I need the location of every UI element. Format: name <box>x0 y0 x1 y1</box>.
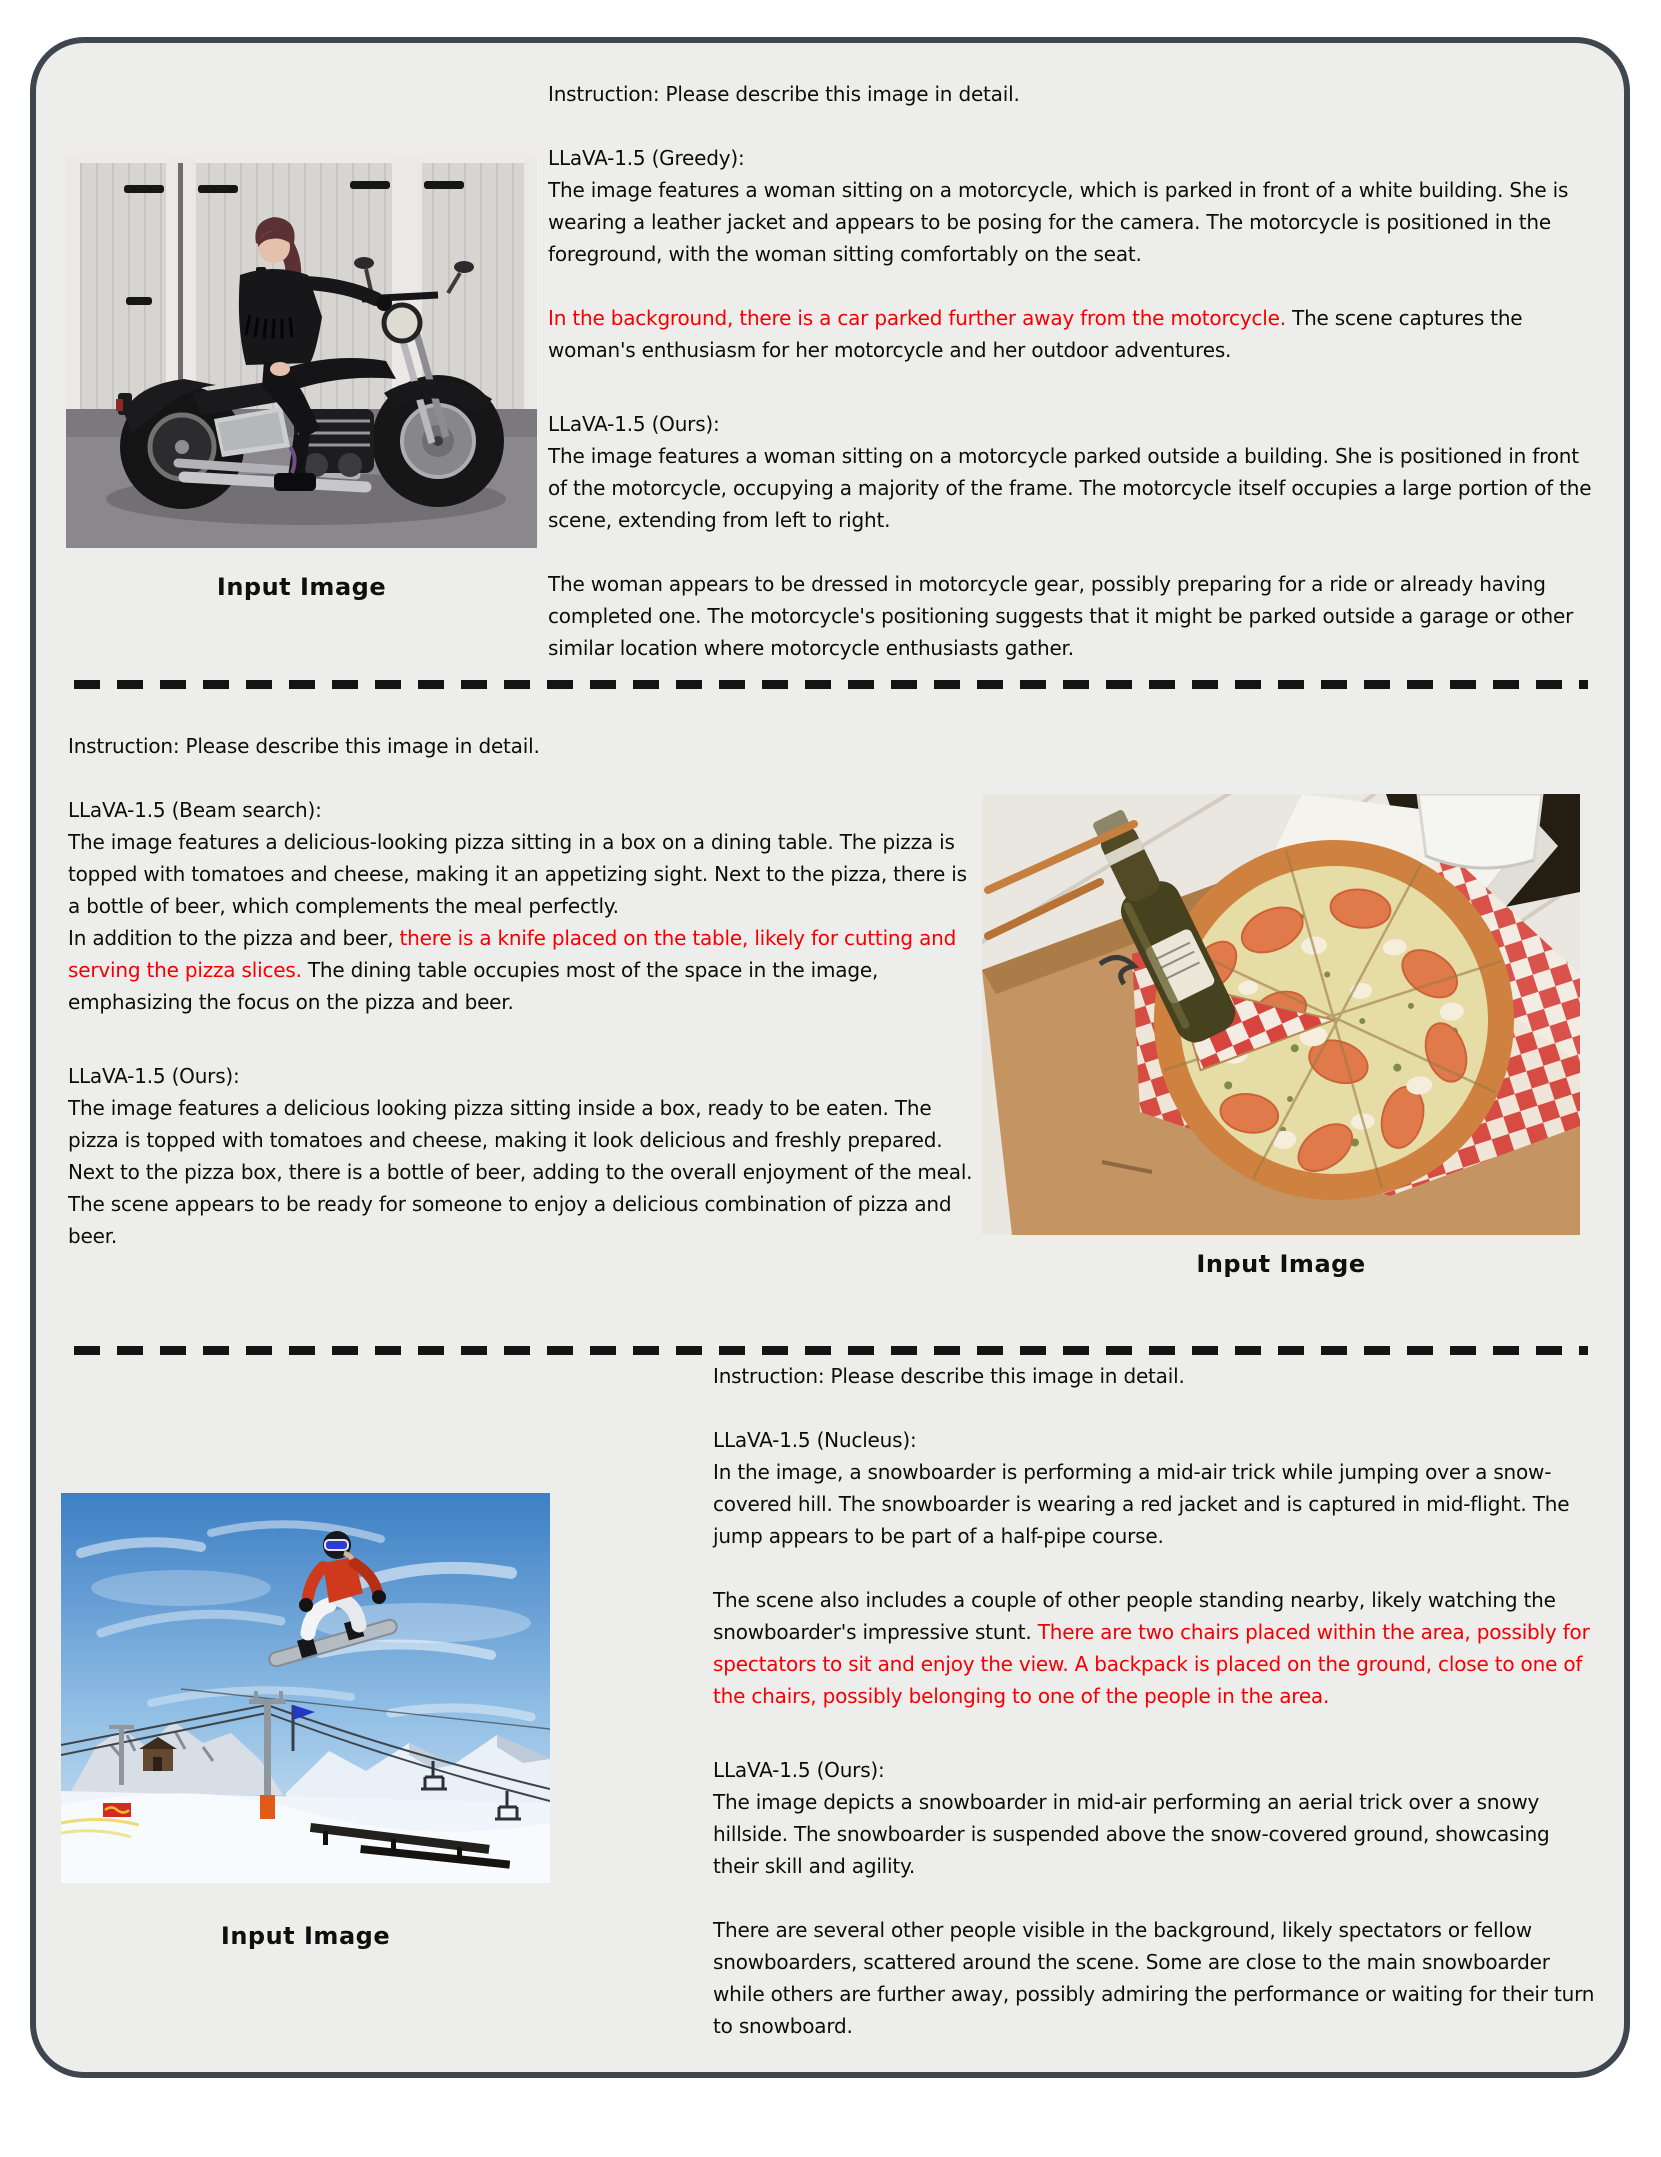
input-photo-snowboarder <box>61 1493 550 1883</box>
model-output-label-nucleus: LLaVA-1.5 (Nucleus): <box>713 1428 917 1452</box>
input-image-caption-3: Input Image <box>220 1922 391 1950</box>
input-image-caption-2: Input Image <box>1196 1250 1366 1278</box>
section-divider-2 <box>74 1346 1588 1355</box>
model-output-paragraph: In addition to the pizza and beer, there is a knife placed on the table, likely for cutting and serving the pizza slices. The dining table occupies most of the space in the image, emphasizing the focus on the pizza and beer. <box>68 926 957 1014</box>
model-output-paragraph: The image features a delicious-looking pizza sitting in a box on a dining table. The pizza is topped with tomatoes and cheese, making it an appetizing sight. Next to the pizza, there is a bottle of beer, which complements the meal perfectly. <box>68 830 967 918</box>
model-output-paragraph: There are several other people visible in the background, likely spectators or fellow snowboarders, scattered around the scene. Some are close to the main snowboarder while others are further away, possibly admiring the performance or waiting for their turn to snowboard. <box>713 1918 1595 2038</box>
model-output-paragraph: The image features a woman sitting on a motorcycle parked outside a building. She is positioned in front of the motorcycle, occupying a majority of the frame. The motorcycle itself occupies a large portion of the scene, extending from left to right. <box>548 444 1592 532</box>
instruction-text: Instruction: Please describe this image in detail. <box>548 82 1020 106</box>
model-output-paragraph: The image depicts a snowboarder in mid-air performing an aerial trick over a snowy hillside. The snowboarder is suspended above the snow-covered ground, showcasing their skill and agility. <box>713 1790 1550 1878</box>
model-output-label-beam-search: LLaVA-1.5 (Beam search): <box>68 798 322 822</box>
example-2-text-column <box>68 730 973 1252</box>
input-image-caption-1: Input Image <box>216 573 387 601</box>
model-output-paragraph: In the image, a snowboarder is performing a mid-air trick while jumping over a snow-covered hill. The snowboarder is wearing a red jacket and is captured in mid-flight. The jump appears to be part of a half-pipe course. <box>713 1460 1570 1548</box>
model-output-paragraph: In the background, there is a car parked further away from the motorcycle. The scene captures the woman's enthusiasm for her motorcycle and her outdoor adventures. <box>548 306 1523 362</box>
hallucination-text: there is a knife placed on the table, likely for cutting and serving the pizza slices. <box>68 926 957 982</box>
model-output-label-greedy: LLaVA-1.5 (Greedy): <box>548 146 745 170</box>
white-bucket <box>1418 794 1542 868</box>
model-output-label-ours: LLaVA-1.5 (Ours): <box>548 412 720 436</box>
model-output-paragraph: The woman appears to be dressed in motorcycle gear, possibly preparing for a ride or already having completed one. The motorcycle's positioning suggests that it might be parked outside a garage or other similar location where motorcycle enthusiasts gather. <box>548 572 1574 660</box>
instruction-text: Instruction: Please describe this image in detail. <box>713 1364 1185 1388</box>
input-photo-pizza <box>982 794 1580 1235</box>
hallucination-text: There are two chairs placed within the area, possibly for spectators to sit and enjoy the view. A backpack is placed on the ground, close to one of the chairs, possibly belonging to one of the people in the area. <box>713 1620 1590 1708</box>
input-photo-motorcycle <box>66 147 537 548</box>
model-output-label-ours: LLaVA-1.5 (Ours): <box>713 1758 885 1782</box>
instruction-text: Instruction: Please describe this image in detail. <box>68 734 540 758</box>
example-3-text-column <box>713 1360 1595 2042</box>
section-divider-1 <box>74 680 1588 689</box>
example-1-text-column <box>548 78 1596 664</box>
model-output-label-ours: LLaVA-1.5 (Ours): <box>68 1064 240 1088</box>
model-output-paragraph: The scene also includes a couple of other people standing nearby, likely watching the snowboarder's impressive stunt. There are two chairs placed within the area, possibly for spectators to sit and enjoy the view. A backpack is placed on the ground, close to one of the chairs, possibly belonging to one of the people in the area. <box>713 1588 1590 1708</box>
model-output-paragraph: The image features a woman sitting on a motorcycle, which is parked in front of a white building. She is wearing a leather jacket and appears to be posing for the camera. The motorcycle is positioned in the foreground, with the woman sitting comfortably on the seat. <box>548 178 1569 266</box>
hallucination-text: In the background, there is a car parked further away from the motorcycle. <box>548 306 1286 330</box>
model-output-paragraph: The image features a delicious looking pizza sitting inside a box, ready to be eaten. The pizza is topped with tomatoes and cheese, making it look delicious and freshly prepared. Next to the pizza box, there is a bottle of beer, adding to the overall enjoyment of the meal. The scene appears to be ready for someone to enjoy a delicious combination of pizza and beer. <box>68 1096 973 1248</box>
